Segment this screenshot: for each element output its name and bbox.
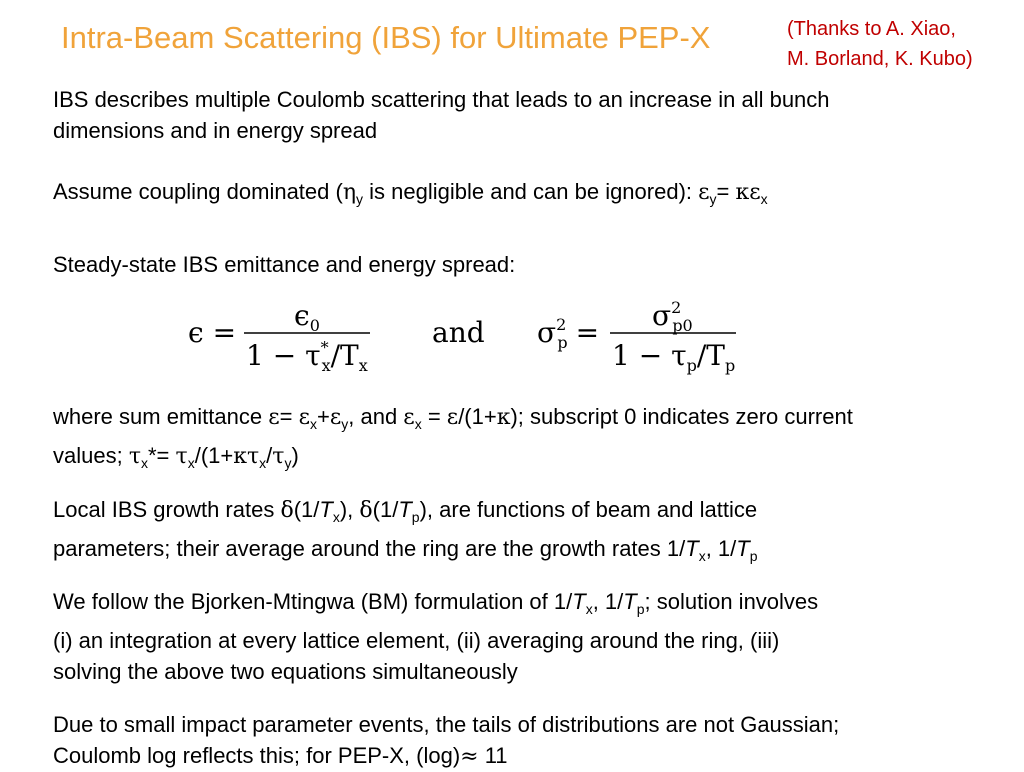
eq2-numerator: $\sigma^2$ p0 [652,298,693,335]
paragraph-ibs-definition [53,84,830,146]
text-run: Assume coupling dominated ( [53,179,343,204]
paragraph-line: (i) an integration at every lattice element, (ii) averaging around the ring, (iii) [53,628,780,653]
paragraph-line: parameters; their average around the ring are the growth rates $1/T_x$, $1/T_p$ [53,536,758,564]
paragraph-growth-rates [53,494,758,572]
ibs-equations [180,287,780,377]
paragraph-coupling-assumption [53,176,768,215]
paragraph-line: Coulomb log reflects this; for PEP-X, (log)≈ 11 [53,743,508,769]
epsilon-symbol: ε [749,180,761,205]
paragraph-coulomb-log [53,709,839,772]
paragraph-bm-formulation [53,586,818,687]
slide-title: Intra-Beam Scattering (IBS) for Ultimate PEP-X [61,20,711,55]
approx-symbol: ≈ [460,744,479,769]
eq1-numerator: $\epsilon_0$ [294,299,320,335]
subscript: y [709,191,717,207]
paragraph-line: IBS describes multiple Coulomb scattering that leads to an increase in all bunch [53,87,830,112]
acknowledgement-line-2: M. Borland, K. Kubo) [787,48,973,70]
subscript: x [760,191,768,207]
eta-symbol: η [342,180,357,205]
eq1-denominator: 1 − τ* $x/T_x$ [246,338,368,375]
acknowledgement-line-1: (Thanks to A. Xiao, [787,18,956,40]
subscript: y [356,191,364,207]
eq2-lhs: $\sigma^2$ p = [537,315,600,352]
equations-and: and [432,316,485,349]
epsilon-symbol: ε [698,180,710,205]
paragraph-line: Due to small impact parameter events, the tails of distributions are not Gaussian; [53,712,840,737]
paragraph-sum-emittance [53,401,853,479]
paragraph-line: values; $\tau_x*= \tau_x/(1+\kappa\tau_x/\tau_y)$ [53,443,299,471]
eq1-lhs: ϵ = [188,316,237,349]
text-run: is negligible and can be ignored): [363,179,699,204]
acknowledgement [787,14,973,74]
paragraph-line: where sum emittance $\varepsilon= \varepsilon_x+\varepsilon_y$, and $\varepsilon_x = \varepsilon/(1+\kappa)$; subscript 0 indicates zero current [53,404,853,432]
paragraph-line: dimensions and in energy spread [53,118,378,143]
paragraph-steady-state: Steady-state IBS emittance and energy spread: [53,252,516,277]
paragraph-line: Local IBS growth rates $\delta(1/T_x)$, $\delta(1/T_p)$, are functions of beam and lattice [53,497,758,525]
kappa-symbol: κ [735,180,750,205]
paragraph-line: We follow the Bjorken-Mtingwa (BM) formulation of $1/T_x$, $1/T_p$; solution involves [53,589,819,617]
paragraph-line: solving the above two equations simultaneously [53,659,518,684]
text-run: = [716,179,736,204]
eq2-denominator: $1 - \tau_p/T_p$ [612,339,736,375]
